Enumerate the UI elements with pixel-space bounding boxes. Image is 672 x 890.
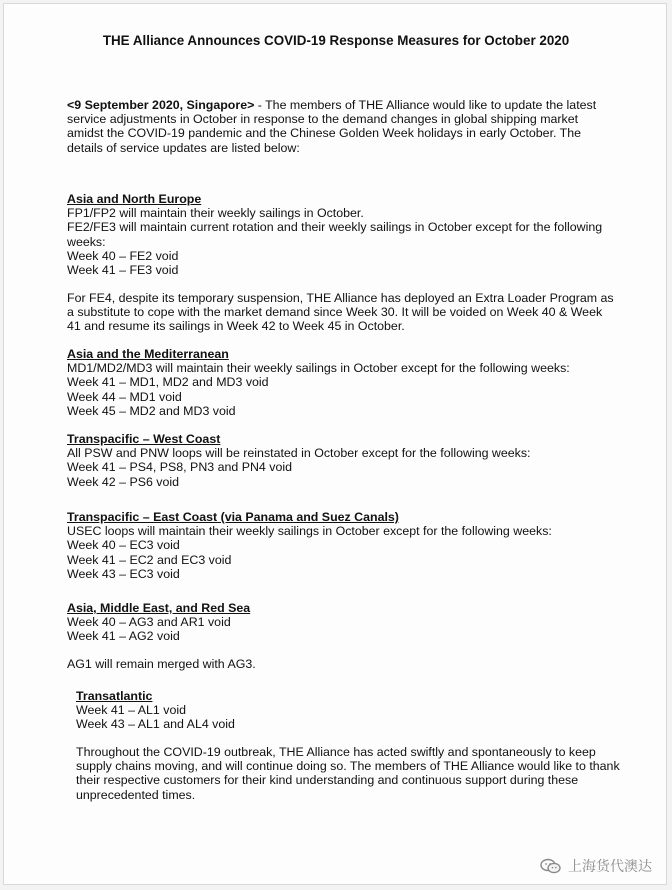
closing-line: Throughout the COVID-19 outbreak, THE Alliance has acted swiftly and spontaneously to keep <box>76 745 596 759</box>
section-heading: Asia and the Mediterranean <box>67 347 229 361</box>
closing-line: their respective customers for their kind understanding and continuous support during these <box>76 773 579 788</box>
section-line: Week 41 – EC2 and EC3 void <box>67 552 232 567</box>
ag1-paragraph <box>67 657 627 671</box>
section-transpacific-east <box>67 510 627 581</box>
wechat-icon <box>540 858 562 874</box>
section-heading: Asia, Middle East, and Red Sea <box>67 601 251 615</box>
section-line: Week 41 – AL1 void <box>76 703 186 718</box>
section-transpacific-west <box>67 432 627 489</box>
section-line: Week 40 – EC3 void <box>67 538 180 553</box>
section-line: FP1/FP2 will maintain their weekly sailings in October. <box>67 206 364 221</box>
section-line: Week 42 – PS6 void <box>67 474 180 489</box>
intro-line-1 <box>67 98 627 112</box>
section-line: Week 43 – EC3 void <box>67 566 180 581</box>
dateline: <9 September 2020, Singapore> <box>67 98 255 112</box>
fe4-line: For FE4, despite its temporary suspension, THE Alliance has deployed an Extra Loader Program as <box>67 291 614 305</box>
watermark-text: 上海货代澳达 <box>568 858 652 874</box>
section-line: Week 44 – MD1 void <box>67 389 182 404</box>
document-title: THE Alliance Announces COVID-19 Response Measures for October 2020 <box>102 33 570 48</box>
intro-line-3: amidst the COVID-19 pandemic and the Chinese Golden Week holidays in early October. The <box>67 126 582 141</box>
section-line: Week 40 – AG3 and AR1 void <box>67 615 231 630</box>
closing-line: unprecedented times. <box>76 787 196 802</box>
section-line: Week 41 – FE3 void <box>67 263 179 278</box>
section-line: Week 40 – FE2 void <box>67 248 179 263</box>
intro-line-1-text: - The members of THE Alliance would like to update the latest <box>254 98 597 112</box>
section-line: MD1/MD2/MD3 will maintain their weekly sailings in October except for the following weeks: <box>67 361 570 376</box>
section-line: Week 41 – AG2 void <box>67 629 180 644</box>
fe4-paragraph <box>67 291 627 334</box>
section-asia-middle-east-red-sea <box>67 601 627 644</box>
intro-line-2: service adjustments in October in response to the demand changes in global shipping market <box>67 112 579 127</box>
ag1-line: AG1 will remain merged with AG3. <box>67 657 256 671</box>
section-transatlantic <box>76 689 624 732</box>
closing-line: supply chains moving, and will continue doing so. The members of THE Alliance would like to thank <box>76 759 620 774</box>
section-line: FE2/FE3 will maintain current rotation and their weekly sailings in October except for the following <box>67 220 603 235</box>
fe4-line: 41 and resume its sailings in Week 42 to Week 45 in October. <box>67 319 405 334</box>
section-line: Week 45 – MD2 and MD3 void <box>67 403 236 418</box>
intro-line-4: details of service updates are listed below: <box>67 140 300 155</box>
section-line: Week 41 – PS4, PS8, PN3 and PN4 void <box>67 460 292 475</box>
closing-paragraph <box>76 745 624 802</box>
section-heading: Transpacific – West Coast <box>67 432 221 446</box>
section-heading: Transatlantic <box>76 689 153 703</box>
section-heading: Transpacific – East Coast (via Panama and Suez Canals) <box>67 510 399 524</box>
section-asia-mediterranean <box>67 347 627 418</box>
section-line: All PSW and PNW loops will be reinstated in October except for the following weeks: <box>67 446 531 461</box>
section-line: Week 43 – AL1 and AL4 void <box>76 717 235 732</box>
section-line: USEC loops will maintain their weekly sailings in October except for the following weeks: <box>67 524 552 539</box>
intro-paragraph <box>67 98 627 155</box>
fe4-line: a substitute to cope with the market demand since Week 30. It will be voided on Week 40 & Week <box>67 305 603 320</box>
watermark <box>540 856 652 876</box>
section-line: weeks: <box>67 234 106 249</box>
section-line: Week 41 – MD1, MD2 and MD3 void <box>67 375 269 390</box>
section-asia-north-europe <box>67 192 627 277</box>
section-heading: Asia and North Europe <box>67 192 202 206</box>
